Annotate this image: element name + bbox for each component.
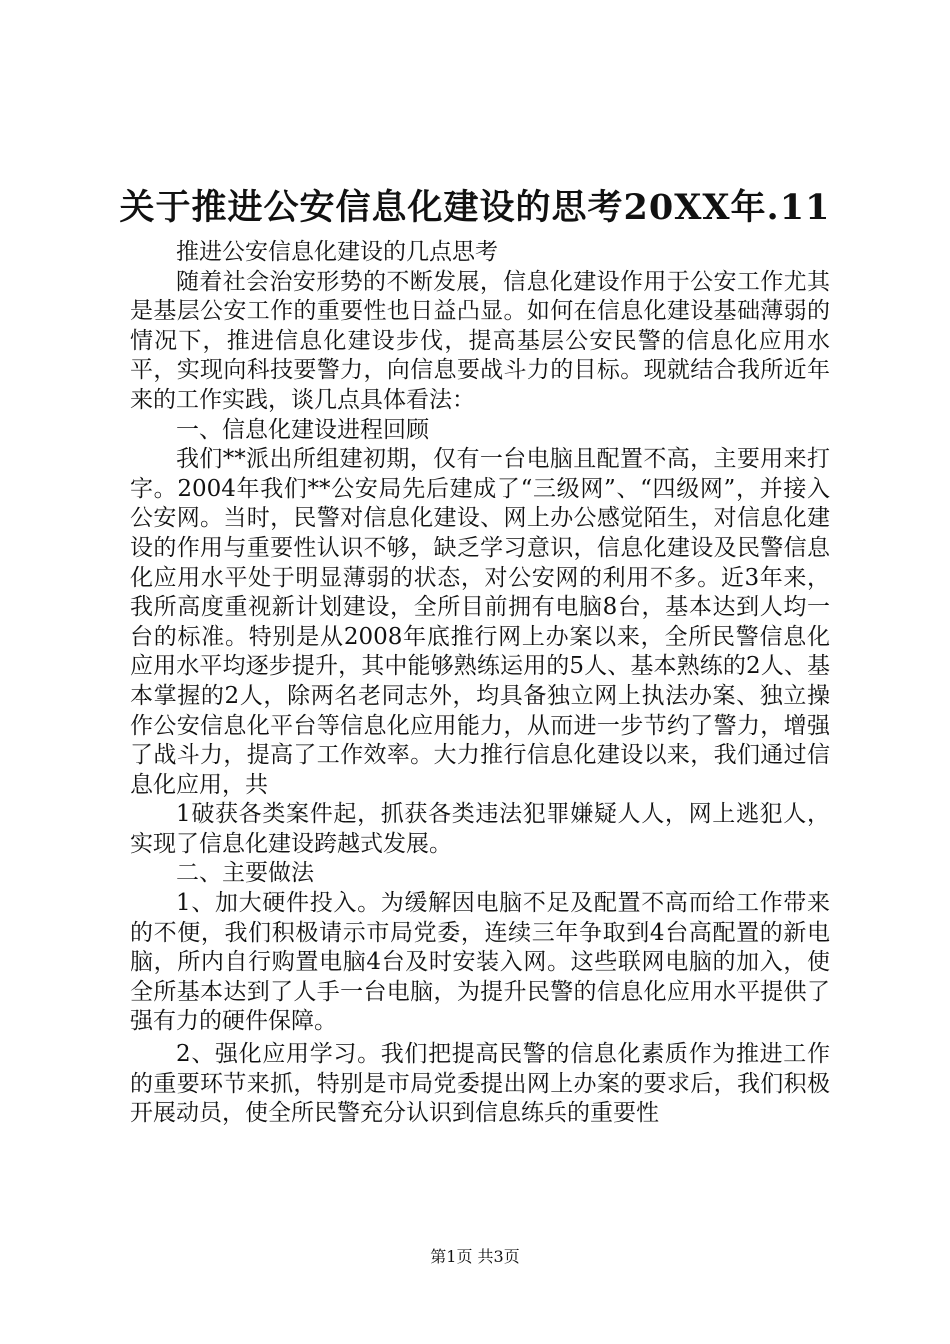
section-heading-review: 一、信息化建设进程回顾 xyxy=(176,416,429,443)
document-title: 关于推进公安信息化建设的思考20XX年.11 xyxy=(119,187,831,228)
document-body xyxy=(130,238,830,1129)
page-number: 第1页 共3页 xyxy=(430,1247,520,1266)
hardware-paragraph: 1、加大硬件投入。为缓解因电脑不足及配置不高而给工作带来的不便，我们积极请示市局党委，连续三年争取到4台高配置的新电脑，所内自行购置电脑4台及时安装入网。这些联网电脑的加入，使全所基本达到了人手一台电脑，为提升民警的信息化应用水平提供了强有力的硬件保障。 xyxy=(130,890,830,1035)
results-paragraph: 1破获各类案件起，抓获各类违法犯罪嫌疑人人，网上逃犯人，实现了信息化建设跨越式发展。 xyxy=(130,801,830,857)
subtitle-paragraph: 推进公安信息化建设的几点思考 xyxy=(176,239,498,265)
intro-paragraph: 随着社会治安形势的不断发展，信息化建设作用于公安工作尤其是基层公安工作的重要性也日益凸显。如何在信息化建设基础薄弱的情况下，推进信息化建设步伐，提高基层公安民警的信息化应用水平，实现向科技要警力，向信息要战斗力的目标。现就结合我所近年来的工作实践，谈几点具体看法： xyxy=(130,268,830,413)
training-paragraph: 2、强化应用学习。我们把提高民警的信息化素质作为推进工作的重要环节来抓，特别是市局党委提出网上办案的要求后，我们积极开展动员，使全所民警充分认识到信息练兵的重要性 xyxy=(130,1041,830,1127)
section-heading-methods: 二、主要做法 xyxy=(176,860,314,887)
review-paragraph: 我们**派出所组建初期，仅有一台电脑且配置不高，主要用来打字。2004年我们**公安局先后建成了“三级网”、“四级网”，并接入公安网。当时，民警对信息化建设、网上办公感觉陌生，对信息化建设的作用与重要性认识不够，缺乏学习意识，信息化建设及民警信息化应用水平处于明显薄弱的状态，对公安网的利用不多。近3年来，我所高度重视新计划建设，全所目前拥有电脑8台，基本达到人均一台的标准。特别是从2008年底推行网上办案以来，全所民警信息化应用水平均逐步提升，其中能够熟练运用的5人、基本熟练的2人、基本掌握的2人，除两名老同志外，均具备独立网上执法办案、独立操作公安信息化平台等信息化应用能力，从而进一步节约了警力，增强了战斗力，提高了工作效率。大力推行信息化建设以来，我们通过信息化应用，共 xyxy=(130,446,830,798)
